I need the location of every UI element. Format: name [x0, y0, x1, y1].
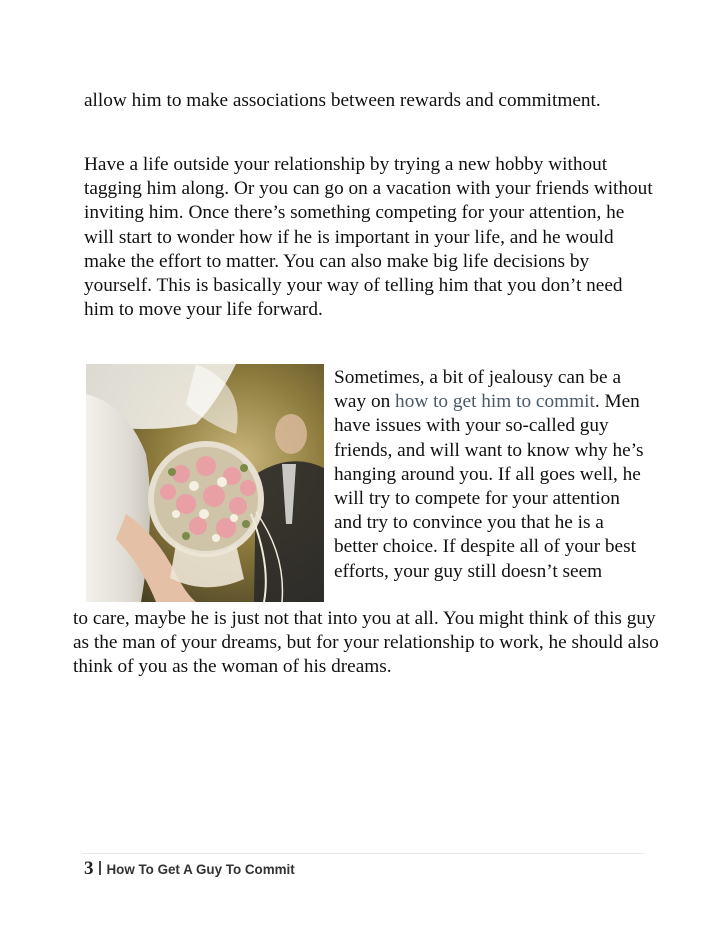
wedding-bouquet-photo — [86, 364, 324, 602]
how-to-get-him-to-commit-link[interactable]: how to get him to commit — [395, 391, 595, 413]
paragraph-continuation: to care, maybe he is just not that into you at all. You might think of this guy as the man of your dreams, but for your relationship to work, he should also think of you as the woman of his dreams. — [73, 608, 659, 678]
page-number: 3 — [84, 858, 94, 879]
jealousy-text-start: Sometimes, a bit of jealousy can be a way on — [334, 367, 621, 413]
bouquet-photo-icon — [86, 364, 324, 602]
footer-separator — [99, 861, 101, 875]
jealousy-paragraph — [334, 366, 652, 584]
page-footer — [84, 858, 295, 880]
paragraph-life-outside: Have a life outside your relationship by trying a new hobby without tagging him along. Or you can go on a vacation with your friends without inviting him. Once there’s something competing for your attention, he will start to wonder how if he is important in your life, and he would make the effort to matter. You can also make big life decisions by yourself. This is basically your way of telling him that you don’t need him to move your life forward. — [84, 154, 653, 321]
footer-title: How To Get A Guy To Commit — [106, 862, 295, 877]
footer-divider — [82, 853, 644, 854]
paragraph-rewards: allow him to make associations between rewards and commitment. — [84, 90, 601, 111]
jealousy-text-rest: . Men have issues with your so-called guy friends, and will want to know why he’s hanging around you. If all goes well, he will try to compete for your attention and try to convince you that he is a better choice. If despite all of your best efforts, your guy still doesn’t seem — [334, 391, 644, 582]
